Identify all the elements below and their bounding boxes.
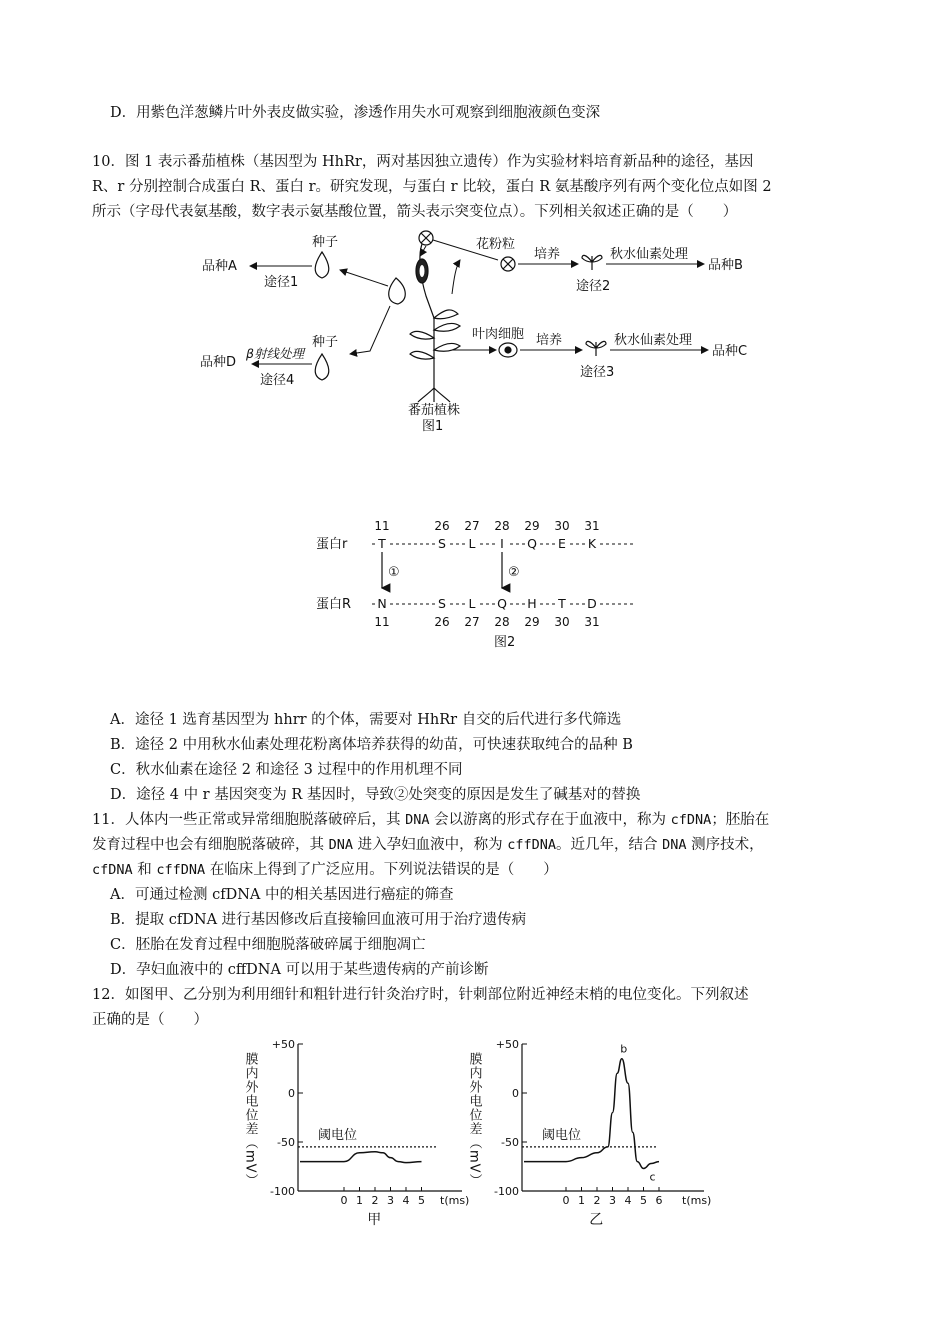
q11-term: cffDNA bbox=[156, 862, 206, 878]
culture-label-bottom: 培养 bbox=[536, 333, 563, 348]
q11-text: ；胚胎在 bbox=[711, 812, 770, 828]
q11-term: cfDNA bbox=[92, 862, 133, 878]
y-tick-label: +50 bbox=[271, 1038, 295, 1051]
q11-option-c: C．胚胎在发育过程中细胞脱落破碎属于细胞凋亡 bbox=[110, 937, 426, 953]
position-number: 29 bbox=[524, 615, 540, 629]
y-tick-label: +50 bbox=[495, 1038, 519, 1051]
q11-text: 进入孕妇血液中，称为 bbox=[353, 837, 508, 853]
route-4-label: 途径4 bbox=[260, 373, 295, 388]
q11-text: 。近几年，结合 bbox=[556, 837, 663, 853]
x-tick-label: 0 bbox=[562, 1194, 570, 1207]
position-number: 27 bbox=[464, 519, 480, 533]
fruit-icon bbox=[389, 278, 406, 304]
q12-stem-line-1: 12．如图甲、乙分别为利用细针和粗针进行针灸治疗时，针刺部位附近神经末梢的电位变化。下列叙述 bbox=[92, 987, 749, 1003]
q11-text: 11．人体内一些正常或异常细胞脱落破碎后，其 bbox=[92, 812, 406, 828]
amino-acid-label: H bbox=[527, 596, 537, 611]
x-tick-label: 3 bbox=[387, 1194, 394, 1207]
amino-acid-label: K bbox=[587, 536, 597, 551]
q11-text: 和 bbox=[132, 862, 157, 878]
position-number: 31 bbox=[584, 519, 600, 533]
q11-term: cffDNA bbox=[507, 837, 556, 853]
q11-stem-line-2 bbox=[92, 835, 764, 855]
plant-label: 番茄植株 bbox=[408, 403, 461, 418]
position-number: 26 bbox=[434, 615, 450, 629]
variety-d-label: 品种D bbox=[200, 355, 237, 370]
amino-acid-label: L bbox=[468, 596, 476, 611]
y-tick-label: -100 bbox=[494, 1185, 519, 1198]
protein-r-sequence bbox=[372, 536, 634, 551]
y-axis-label: 膜内外电位差（mV） bbox=[242, 1052, 258, 1188]
x-unit-label: t(ms) bbox=[682, 1194, 712, 1207]
x-tick-label: 1 bbox=[578, 1194, 585, 1207]
variety-b-label: 品种B bbox=[708, 258, 743, 273]
q11-text: 在临床上得到了广泛应用。下列说法错误的是（ ） bbox=[205, 862, 558, 878]
x-tick-label: 5 bbox=[418, 1194, 425, 1207]
mesophyll-label: 叶肉细胞 bbox=[472, 327, 525, 342]
q11-option-d: D．孕妇血液中的 cffDNA 可以用于某些遗传病的产前诊断 bbox=[110, 962, 489, 978]
potential-curve bbox=[524, 1059, 659, 1169]
mutation-mark-2: ② bbox=[508, 565, 520, 580]
x-tick-label: 6 bbox=[655, 1194, 663, 1207]
amino-acid-label: T bbox=[378, 536, 386, 551]
position-number: 28 bbox=[494, 519, 510, 533]
x-unit-label: t(ms) bbox=[440, 1194, 470, 1207]
q12-stem-line-2: 正确的是（ ） bbox=[92, 1012, 208, 1028]
chart-caption: 甲 bbox=[367, 1212, 382, 1228]
q10-option-a: A．途径 1 选育基因型为 hhrr 的个体，需要对 HhRr 自交的后代进行多代筛选 bbox=[110, 712, 622, 728]
culture-label-top: 培养 bbox=[534, 247, 561, 262]
q10-option-d: D．途径 4 中 r 基因突变为 R 基因时，导致②处突变的原因是发生了碱基对的替换 bbox=[110, 787, 641, 803]
q9-option-d: D．用紫色洋葱鳞片叶外表皮做实验，渗透作用失水可观察到细胞液颜色变深 bbox=[110, 105, 601, 121]
q11-text: 测序技术， bbox=[686, 837, 764, 853]
pollen-grain-icon bbox=[419, 231, 433, 245]
chart-jia bbox=[242, 1036, 470, 1228]
q10-option-b: B．途径 2 中用秋水仙素处理花粉离体培养获得的幼苗，可快速获取纯合的品种 B bbox=[110, 737, 633, 753]
x-tick-label: 5 bbox=[640, 1194, 647, 1207]
bottom-position-numbers bbox=[374, 615, 599, 629]
amino-acid-label: Q bbox=[527, 536, 537, 551]
q11-option-b: B．提取 cfDNA 进行基因修改后直接输回血液可用于治疗遗传病 bbox=[110, 912, 527, 928]
q10-stem-line-1: 10．图 1 表示番茄植株（基因型为 HhRr，两对基因独立遗传）作为实验材料培育新品种的途径，基因 bbox=[92, 154, 754, 170]
q10-stem-line-2: R、r 分别控制合成蛋白 R、蛋白 r。研究发现，与蛋白 r 比较，蛋白 R 氨基酸序列有两个变化位点如图 2 bbox=[92, 179, 772, 195]
top-position-numbers bbox=[374, 519, 599, 533]
mesophyll-cell-icon bbox=[499, 343, 517, 357]
q11-text: 发育过程中也会有细胞脱落破碎，其 bbox=[92, 837, 329, 853]
protein-R-sequence bbox=[372, 596, 634, 611]
pollen-label: 花粉粒 bbox=[476, 237, 516, 252]
q10-stem-line-3: 所示（字母代表氨基酸，数字表示氨基酸位置，箭头表示突变位点）。下列相关叙述正确的是（ ） bbox=[92, 204, 738, 220]
chart-caption: 乙 bbox=[589, 1212, 604, 1228]
q11-option-a: A．可通过检测 cfDNA 中的相关基因进行癌症的筛查 bbox=[110, 887, 454, 903]
variety-a-label: 品种A bbox=[202, 259, 237, 274]
seed-label-bottom: 种子 bbox=[312, 335, 339, 350]
curve-annotation: c bbox=[649, 1170, 656, 1184]
seedling-icon-bottom bbox=[586, 341, 606, 356]
figure-1-breeding-diagram bbox=[190, 226, 790, 434]
amino-acid-label: N bbox=[377, 596, 387, 611]
variety-c-label: 品种C bbox=[712, 344, 748, 359]
x-tick-label: 3 bbox=[609, 1194, 616, 1207]
amino-acid-label: S bbox=[438, 536, 446, 551]
protein-R-label: 蛋白R bbox=[316, 597, 352, 612]
x-tick-label: 0 bbox=[340, 1194, 348, 1207]
position-number: 31 bbox=[584, 615, 600, 629]
position-number: 27 bbox=[464, 615, 480, 629]
seed-icon-top bbox=[315, 252, 329, 278]
position-number: 11 bbox=[374, 615, 390, 629]
amino-acid-label: E bbox=[558, 536, 566, 551]
colchicine-label-top: 秋水仙素处理 bbox=[610, 247, 689, 262]
seed-icon-bottom bbox=[315, 354, 329, 380]
mutation-mark-1: ① bbox=[388, 565, 400, 580]
curve-annotation: b bbox=[620, 1042, 628, 1056]
route-3-label: 途径3 bbox=[580, 365, 615, 380]
figure-2-caption: 图2 bbox=[494, 635, 516, 650]
potential-curve bbox=[300, 1152, 422, 1163]
y-axis-label: 膜内外电位差（mV） bbox=[466, 1052, 482, 1188]
x-tick-label: 2 bbox=[371, 1194, 379, 1207]
x-tick-label: 4 bbox=[402, 1194, 410, 1207]
pollen-cell-icon bbox=[501, 257, 515, 271]
position-number: 26 bbox=[434, 519, 450, 533]
colchicine-label-bottom: 秋水仙素处理 bbox=[614, 333, 693, 348]
seed-label-top: 种子 bbox=[312, 235, 339, 250]
route-1-label: 途径1 bbox=[264, 275, 299, 290]
y-tick-label: -50 bbox=[277, 1136, 295, 1149]
amino-acid-label: Q bbox=[497, 596, 507, 611]
x-tick-label: 2 bbox=[593, 1194, 601, 1207]
position-number: 30 bbox=[554, 615, 570, 629]
figure-1-caption: 图1 bbox=[422, 419, 444, 434]
protein-r-label: 蛋白r bbox=[316, 537, 348, 552]
y-tick-label: 0 bbox=[512, 1087, 519, 1100]
amino-acid-label: T bbox=[558, 596, 566, 611]
position-number: 28 bbox=[494, 615, 510, 629]
amino-acid-label: D bbox=[587, 596, 597, 611]
q11-term: DNA bbox=[405, 812, 430, 828]
q11-stem-line-3 bbox=[92, 860, 558, 880]
y-tick-label: -50 bbox=[501, 1136, 519, 1149]
x-tick-label: 4 bbox=[624, 1194, 632, 1207]
q11-term: DNA bbox=[328, 837, 353, 853]
route-2-label: 途径2 bbox=[576, 279, 611, 294]
chart-yi bbox=[466, 1036, 712, 1228]
q10-option-c: C．秋水仙素在途径 2 和途径 3 过程中的作用机理不同 bbox=[110, 762, 463, 778]
threshold-label: 阈电位 bbox=[542, 1127, 582, 1143]
q11-term: DNA bbox=[662, 837, 687, 853]
position-number: 11 bbox=[374, 519, 390, 533]
beta-ray-label: β射线处理 bbox=[246, 346, 304, 361]
amino-acid-label: L bbox=[468, 536, 476, 551]
tomato-plant-icon bbox=[410, 244, 460, 402]
threshold-label: 阈电位 bbox=[318, 1127, 358, 1143]
position-number: 29 bbox=[524, 519, 540, 533]
y-tick-label: 0 bbox=[288, 1087, 295, 1100]
seedling-icon-top bbox=[582, 255, 602, 270]
q11-term: cfDNA bbox=[670, 812, 712, 828]
y-tick-label: -100 bbox=[270, 1185, 295, 1198]
amino-acid-label: I bbox=[500, 536, 504, 551]
figure-2-sequence-diagram bbox=[312, 516, 642, 656]
q11-stem-line-1 bbox=[92, 810, 769, 830]
position-number: 30 bbox=[554, 519, 570, 533]
amino-acid-label: S bbox=[438, 596, 446, 611]
q11-text: 会以游离的形式存在于血液中，称为 bbox=[429, 812, 671, 828]
x-tick-label: 1 bbox=[356, 1194, 363, 1207]
